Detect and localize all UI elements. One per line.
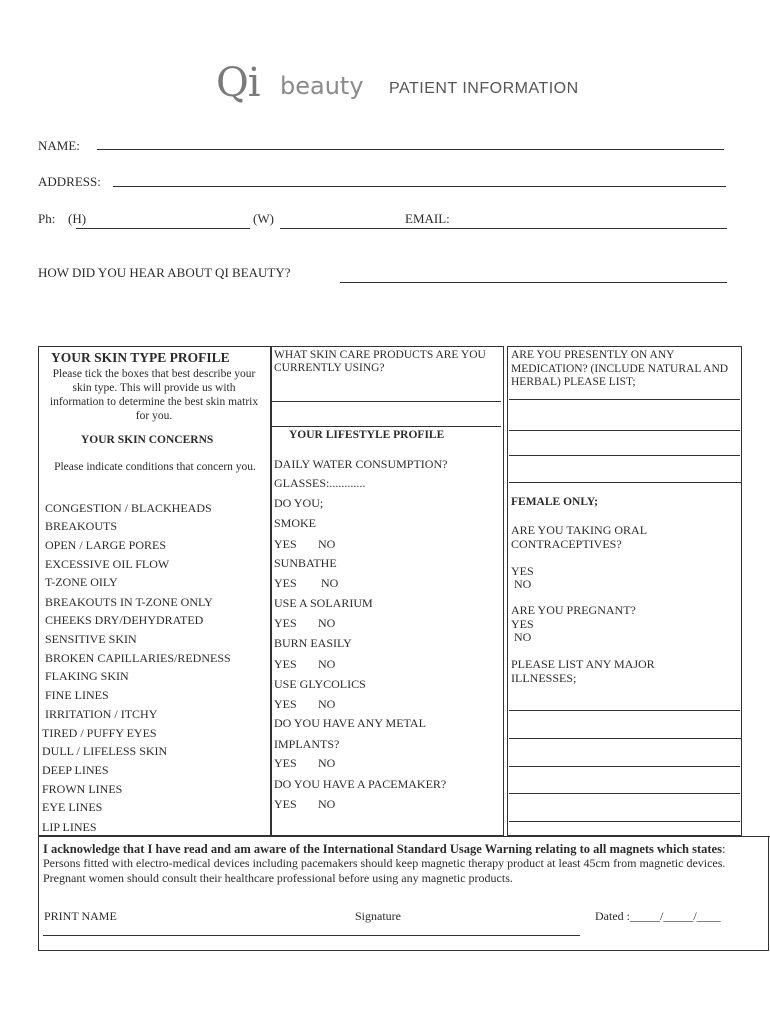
print-name-label: PRINT NAME bbox=[44, 909, 117, 923]
work-phone-label: (W) bbox=[253, 211, 274, 226]
magnet-warning-text: Persons fitted with electro-medical devices including pacemakers should keep magnetic therapy product at least 45cm from magnetic devices. Pregnant women should consult their healthcare professional before using any magnetic products. bbox=[43, 856, 726, 885]
work-phone-field[interactable] bbox=[280, 228, 400, 229]
name-field[interactable] bbox=[97, 149, 724, 150]
email-field[interactable] bbox=[400, 228, 727, 229]
illness-question-line1: PLEASE LIST ANY MAJOR bbox=[511, 657, 655, 671]
home-phone-label: (H) bbox=[68, 211, 87, 226]
concern-item[interactable]: EYE LINES bbox=[42, 800, 103, 814]
illness-question-line2: ILLNESSES; bbox=[511, 671, 577, 685]
metal-no[interactable]: NO bbox=[318, 756, 336, 770]
smoke-no[interactable]: NO bbox=[318, 537, 336, 551]
oral-question-line1: ARE YOU TAKING ORAL bbox=[511, 523, 648, 537]
do-you-label: DO YOU; bbox=[274, 496, 324, 510]
concern-item[interactable]: LIP LINES bbox=[42, 820, 97, 834]
medication-line-2[interactable] bbox=[509, 430, 740, 431]
glycolics-question: USE GLYCOLICS bbox=[274, 677, 366, 691]
concern-item[interactable]: SENSITIVE SKIN bbox=[45, 632, 137, 646]
concern-item[interactable]: CONGESTION / BLACKHEADS bbox=[45, 501, 212, 515]
page-title: PATIENT INFORMATION bbox=[389, 80, 579, 97]
illness-line-4[interactable] bbox=[509, 793, 740, 794]
products-question: WHAT SKIN CARE PRODUCTS ARE YOU CURRENTLY USING? bbox=[274, 349, 486, 374]
oral-yes[interactable]: YES bbox=[511, 564, 534, 578]
medication-panel bbox=[507, 346, 742, 836]
concern-item[interactable]: BREAKOUTS bbox=[45, 519, 118, 533]
home-phone-field[interactable] bbox=[76, 228, 250, 229]
metal-yes[interactable]: YES bbox=[274, 756, 297, 770]
address-field[interactable] bbox=[113, 186, 726, 187]
name-label: NAME: bbox=[38, 138, 80, 153]
hear-about-field[interactable] bbox=[340, 282, 727, 283]
hear-about-label: HOW DID YOU HEAR ABOUT QI BEAUTY? bbox=[38, 265, 291, 280]
water-question: DAILY WATER CONSUMPTION? bbox=[274, 457, 448, 471]
glycolics-no[interactable]: NO bbox=[318, 697, 336, 711]
illness-line-1[interactable] bbox=[509, 710, 740, 711]
sunbathe-yes[interactable]: YES bbox=[274, 576, 297, 590]
pregnant-question: ARE YOU PREGNANT? bbox=[511, 603, 636, 617]
acknowledgement-colon: : bbox=[721, 842, 726, 856]
print-name-field[interactable] bbox=[43, 935, 580, 936]
skin-concerns-intro: Please indicate conditions that concern you. bbox=[54, 461, 256, 473]
skin-profile-title: YOUR SKIN TYPE PROFILE bbox=[51, 350, 230, 365]
pacemaker-no[interactable]: NO bbox=[318, 797, 336, 811]
concern-item[interactable]: BREAKOUTS IN T-ZONE ONLY bbox=[45, 595, 213, 609]
solarium-no[interactable]: NO bbox=[318, 616, 336, 630]
solarium-yes[interactable]: YES bbox=[274, 616, 297, 630]
metal-question-line1: DO YOU HAVE ANY METAL bbox=[274, 716, 426, 730]
female-only-label: FEMALE ONLY; bbox=[511, 496, 599, 508]
skin-concerns-title: YOUR SKIN CONCERNS bbox=[81, 434, 214, 446]
logo-beauty-text: beauty bbox=[280, 72, 364, 100]
logo-qi-text: Qi bbox=[216, 60, 260, 106]
sunbathe-question: SUNBATHE bbox=[274, 556, 337, 570]
medication-line-3[interactable] bbox=[509, 455, 740, 456]
acknowledgement-top-extension bbox=[740, 836, 770, 837]
burn-yes[interactable]: YES bbox=[274, 657, 297, 671]
concern-item[interactable]: DULL / LIFELESS SKIN bbox=[42, 744, 168, 758]
metal-question-line2: IMPLANTS? bbox=[274, 737, 340, 751]
concern-item[interactable]: FINE LINES bbox=[45, 688, 109, 702]
glycolics-yes[interactable]: YES bbox=[274, 697, 297, 711]
pregnant-no[interactable]: NO bbox=[514, 630, 532, 644]
pregnant-yes[interactable]: YES bbox=[511, 617, 534, 631]
burn-question: BURN EASILY bbox=[274, 636, 352, 650]
concern-item[interactable]: FROWN LINES bbox=[42, 782, 123, 796]
medication-line-4[interactable] bbox=[509, 482, 742, 483]
concern-item[interactable]: FLAKING SKIN bbox=[45, 669, 129, 683]
products-line-2[interactable] bbox=[272, 426, 501, 427]
acknowledgement-heading-text: I acknowledge that I have read and am aware of the International Standard Usage Warning relating to all magnets which states bbox=[43, 842, 722, 856]
illness-line-2[interactable] bbox=[509, 738, 742, 739]
concern-item[interactable]: CHEEKS DRY/DEHYDRATED bbox=[45, 613, 204, 627]
concern-item[interactable]: T-ZONE OILY bbox=[45, 575, 118, 589]
lifestyle-panel bbox=[271, 346, 504, 836]
burn-no[interactable]: NO bbox=[318, 657, 336, 671]
illness-line-3[interactable] bbox=[509, 766, 740, 767]
concern-item[interactable]: BROKEN CAPILLARIES/REDNESS bbox=[45, 651, 231, 665]
concern-item[interactable]: DEEP LINES bbox=[42, 763, 109, 777]
smoke-yes[interactable]: YES bbox=[274, 537, 297, 551]
acknowledgement-heading bbox=[43, 842, 725, 857]
glasses-field[interactable]: GLASSES:............ bbox=[274, 476, 366, 490]
oral-question-line2: CONTRACEPTIVES? bbox=[511, 537, 622, 551]
pacemaker-yes[interactable]: YES bbox=[274, 797, 297, 811]
address-label: ADDRESS: bbox=[38, 174, 101, 189]
oral-no[interactable]: NO bbox=[514, 577, 532, 591]
email-label: EMAIL: bbox=[405, 211, 450, 226]
concern-item[interactable]: EXCESSIVE OIL FLOW bbox=[45, 557, 170, 571]
illness-line-5[interactable] bbox=[509, 821, 740, 822]
smoke-question: SMOKE bbox=[274, 516, 317, 530]
sunbathe-no[interactable]: NO bbox=[321, 576, 339, 590]
solarium-question: USE A SOLARIUM bbox=[274, 596, 373, 610]
concern-item[interactable]: OPEN / LARGE PORES bbox=[45, 538, 167, 552]
lifestyle-title: YOUR LIFESTYLE PROFILE bbox=[289, 429, 445, 441]
products-line-1[interactable] bbox=[272, 401, 501, 402]
ph-label: Ph: bbox=[38, 211, 56, 226]
pacemaker-question: DO YOU HAVE A PACEMAKER? bbox=[274, 777, 447, 791]
skin-profile-intro: Please tick the boxes that best describe your skin type. This will provide us with information to determine the best skin matrix for you. bbox=[49, 368, 259, 422]
concern-item[interactable]: TIRED / PUFFY EYES bbox=[42, 726, 157, 740]
signature-label: Signature bbox=[355, 909, 401, 923]
medication-question: ARE YOU PRESENTLY ON ANY MEDICATION? (INCLUDE NATURAL AND HERBAL) PLEASE LIST; bbox=[511, 349, 729, 388]
medication-line-1[interactable] bbox=[509, 399, 740, 400]
date-field[interactable]: Dated :_____/_____/____ bbox=[595, 909, 721, 923]
concern-item[interactable]: IRRITATION / ITCHY bbox=[45, 707, 158, 721]
